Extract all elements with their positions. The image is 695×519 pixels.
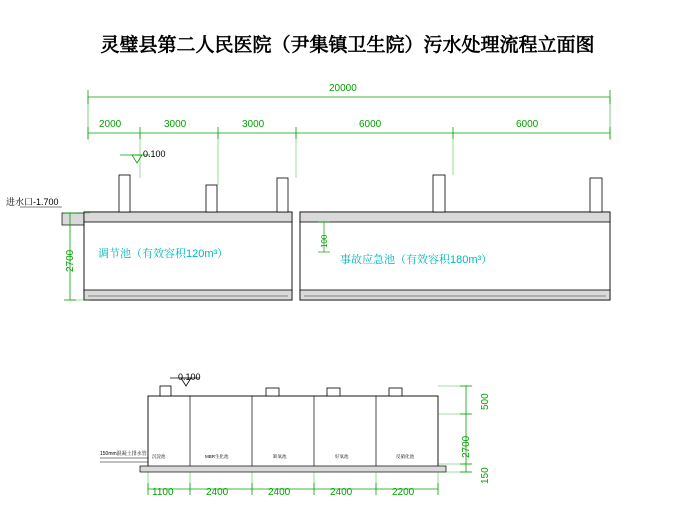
- bottom-dim-5: 2200: [392, 487, 415, 498]
- right-dim-2: 2700: [461, 435, 472, 458]
- elevation-level-mark: 0.100: [143, 149, 166, 159]
- pipe-label: 150mm混凝土排水管: [100, 451, 147, 457]
- right-dim-3: 150: [480, 467, 491, 484]
- tank2-label: 事故应急池（有效容积180m³）: [340, 254, 493, 266]
- bottom-dim-4: 2400: [330, 487, 353, 498]
- segment-dim-4: 6000: [359, 119, 382, 130]
- inlet-label: 进水口-1.700: [6, 197, 59, 207]
- tank1-label: 调节池（有效容积120m³）: [98, 248, 229, 260]
- overall-dimension-label: 20000: [329, 83, 357, 94]
- bottom-dim-1: 1100: [152, 487, 174, 498]
- page-title: 灵璧县第二人民医院（尹集镇卫生院）污水处理流程立面图: [100, 35, 595, 56]
- right-dim-1: 500: [480, 393, 491, 410]
- cell-label-3: 缺氧池: [273, 454, 287, 459]
- segment-dim-5: 6000: [516, 119, 539, 130]
- wall-thickness-dim: 100: [320, 234, 329, 248]
- segment-dim-2: 3000: [164, 119, 187, 130]
- cell-label-2: MBR生化池: [205, 454, 229, 459]
- section-level-mark: 0.100: [178, 372, 201, 382]
- elevation-depth-dim: 2700: [65, 249, 76, 272]
- cell-label-5: 反硝化池: [396, 454, 414, 459]
- cell-label-4: 好氧池: [335, 454, 349, 459]
- bottom-dim-3: 2400: [268, 487, 291, 498]
- bottom-dim-2: 2400: [206, 487, 229, 498]
- cell-label-1: 沉淀池: [152, 454, 166, 459]
- segment-dim-1: 2000: [99, 119, 122, 130]
- segment-dim-3: 3000: [242, 119, 265, 130]
